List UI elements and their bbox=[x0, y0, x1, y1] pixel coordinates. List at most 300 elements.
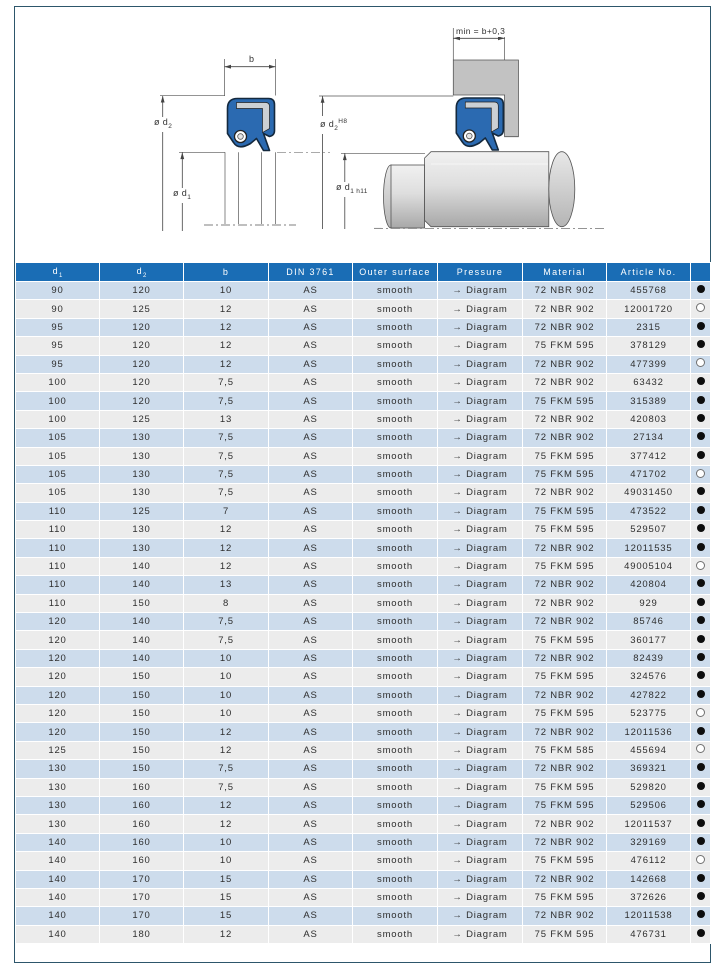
table-cell: smooth bbox=[353, 466, 437, 483]
table-cell: smooth bbox=[353, 742, 437, 759]
table-row bbox=[16, 815, 710, 832]
availability-cell bbox=[691, 834, 710, 851]
table-cell: 12 bbox=[184, 797, 268, 814]
table-cell: smooth bbox=[353, 448, 437, 465]
table-cell: 130 bbox=[100, 466, 183, 483]
table-cell: 142668 bbox=[607, 871, 690, 888]
table-cell: smooth bbox=[353, 871, 437, 888]
table-cell: 75 FKM 585 bbox=[523, 742, 606, 759]
availability-cell bbox=[691, 374, 710, 391]
table-header-row bbox=[16, 263, 710, 281]
table-cell: 125 bbox=[100, 300, 183, 317]
filled-circle-icon bbox=[697, 414, 705, 422]
table-cell: 72 NBR 902 bbox=[523, 576, 606, 593]
table-cell: → Diagram bbox=[438, 337, 522, 354]
table-row bbox=[16, 705, 710, 722]
filled-circle-icon bbox=[697, 487, 705, 495]
table-cell: 10 bbox=[184, 852, 268, 869]
table-cell: 150 bbox=[100, 668, 183, 685]
table-cell: 75 FKM 595 bbox=[523, 521, 606, 538]
table-cell: 12011538 bbox=[607, 907, 690, 924]
table-cell: → Diagram bbox=[438, 576, 522, 593]
table-cell: AS bbox=[269, 797, 352, 814]
table-cell: smooth bbox=[353, 779, 437, 796]
table-cell: 140 bbox=[16, 852, 99, 869]
availability-cell bbox=[691, 282, 710, 299]
open-circle-icon bbox=[696, 358, 705, 367]
table-cell: 105 bbox=[16, 484, 99, 501]
table-cell: AS bbox=[269, 650, 352, 667]
table-cell: smooth bbox=[353, 797, 437, 814]
table-row bbox=[16, 650, 710, 667]
table-cell: AS bbox=[269, 392, 352, 409]
table-cell: 160 bbox=[100, 797, 183, 814]
table-cell: 100 bbox=[16, 374, 99, 391]
table-cell: 377412 bbox=[607, 448, 690, 465]
table-cell: 95 bbox=[16, 356, 99, 373]
table-cell: 63432 bbox=[607, 374, 690, 391]
table-cell: 7,5 bbox=[184, 374, 268, 391]
table-cell: 160 bbox=[100, 834, 183, 851]
table-cell: 12 bbox=[184, 723, 268, 740]
table-cell: → Diagram bbox=[438, 595, 522, 612]
table-cell: smooth bbox=[353, 668, 437, 685]
table-cell: 12011536 bbox=[607, 723, 690, 740]
column-header: Article No. bbox=[607, 263, 690, 281]
table-cell: → Diagram bbox=[438, 889, 522, 906]
table-cell: 130 bbox=[100, 484, 183, 501]
table-row bbox=[16, 429, 710, 446]
availability-cell bbox=[691, 742, 710, 759]
table-row bbox=[16, 742, 710, 759]
table-cell: 420803 bbox=[607, 411, 690, 428]
dim-label-min-b: min = b+0,3 bbox=[456, 26, 506, 36]
availability-cell bbox=[691, 723, 710, 740]
dim-label-d2: ø $d_2$ bbox=[154, 117, 173, 130]
table-row bbox=[16, 926, 710, 943]
table-cell: 82439 bbox=[607, 650, 690, 667]
table-cell: AS bbox=[269, 466, 352, 483]
table-cell: 75 FKM 595 bbox=[523, 503, 606, 520]
table-cell: 72 NBR 902 bbox=[523, 687, 606, 704]
availability-cell bbox=[691, 466, 710, 483]
table-cell: 75 FKM 595 bbox=[523, 631, 606, 648]
table-row bbox=[16, 797, 710, 814]
table-cell: 72 NBR 902 bbox=[523, 539, 606, 556]
table-cell: → Diagram bbox=[438, 282, 522, 299]
table-cell: 10 bbox=[184, 834, 268, 851]
table-cell: 110 bbox=[16, 595, 99, 612]
table-cell: 7,5 bbox=[184, 779, 268, 796]
availability-cell bbox=[691, 631, 710, 648]
availability-cell bbox=[691, 687, 710, 704]
table-cell: 150 bbox=[100, 687, 183, 704]
table-cell: 10 bbox=[184, 687, 268, 704]
table-cell: 12 bbox=[184, 742, 268, 759]
availability-cell bbox=[691, 448, 710, 465]
table-cell: AS bbox=[269, 448, 352, 465]
table-cell: 75 FKM 595 bbox=[523, 926, 606, 943]
table-cell: 72 NBR 902 bbox=[523, 319, 606, 336]
table-cell: → Diagram bbox=[438, 521, 522, 538]
filled-circle-icon bbox=[697, 929, 705, 937]
table-cell: 72 NBR 902 bbox=[523, 815, 606, 832]
table-cell: 180 bbox=[100, 926, 183, 943]
table-row bbox=[16, 907, 710, 924]
table-cell: 150 bbox=[100, 705, 183, 722]
table-cell: smooth bbox=[353, 631, 437, 648]
table-cell: 85746 bbox=[607, 613, 690, 630]
table-cell: smooth bbox=[353, 337, 437, 354]
table-cell: → Diagram bbox=[438, 613, 522, 630]
table-cell: 75 FKM 595 bbox=[523, 392, 606, 409]
availability-cell bbox=[691, 779, 710, 796]
table-cell: → Diagram bbox=[438, 871, 522, 888]
filled-circle-icon bbox=[697, 800, 705, 808]
table-cell: 372626 bbox=[607, 889, 690, 906]
table-cell: 7,5 bbox=[184, 760, 268, 777]
table-cell: → Diagram bbox=[438, 558, 522, 575]
table-cell: 120 bbox=[100, 319, 183, 336]
availability-cell bbox=[691, 852, 710, 869]
availability-cell bbox=[691, 484, 710, 501]
table-cell: 12 bbox=[184, 539, 268, 556]
table-cell: AS bbox=[269, 521, 352, 538]
table-cell: 75 FKM 595 bbox=[523, 337, 606, 354]
table-cell: 110 bbox=[16, 576, 99, 593]
table-cell: AS bbox=[269, 576, 352, 593]
table-cell: AS bbox=[269, 668, 352, 685]
open-circle-icon bbox=[696, 561, 705, 570]
availability-cell bbox=[691, 392, 710, 409]
availability-cell bbox=[691, 797, 710, 814]
table-cell: → Diagram bbox=[438, 484, 522, 501]
table-cell: 529507 bbox=[607, 521, 690, 538]
table-cell: smooth bbox=[353, 815, 437, 832]
table-cell: 120 bbox=[100, 356, 183, 373]
table-cell: 75 FKM 595 bbox=[523, 852, 606, 869]
table-cell: 7 bbox=[184, 503, 268, 520]
table-cell: 369321 bbox=[607, 760, 690, 777]
table-cell: → Diagram bbox=[438, 650, 522, 667]
table-cell: → Diagram bbox=[438, 503, 522, 520]
table-cell: 140 bbox=[16, 834, 99, 851]
table-row bbox=[16, 760, 710, 777]
table-row bbox=[16, 613, 710, 630]
table-cell: smooth bbox=[353, 521, 437, 538]
table-cell: 130 bbox=[16, 779, 99, 796]
table-cell: → Diagram bbox=[438, 687, 522, 704]
table-cell: AS bbox=[269, 356, 352, 373]
table-cell: 7,5 bbox=[184, 466, 268, 483]
filled-circle-icon bbox=[697, 763, 705, 771]
table-row bbox=[16, 834, 710, 851]
table-cell: 27134 bbox=[607, 429, 690, 446]
filled-circle-icon bbox=[697, 543, 705, 551]
filled-circle-icon bbox=[697, 874, 705, 882]
table-cell: 90 bbox=[16, 282, 99, 299]
dim-label-d1-h11: ø $d_1$ $_{h11}$ bbox=[336, 182, 368, 195]
availability-cell bbox=[691, 539, 710, 556]
availability-cell bbox=[691, 503, 710, 520]
seal-drawings-svg bbox=[14, 6, 711, 256]
table-cell: AS bbox=[269, 871, 352, 888]
table-cell: 427822 bbox=[607, 687, 690, 704]
table-cell: 75 FKM 595 bbox=[523, 705, 606, 722]
table-cell: AS bbox=[269, 852, 352, 869]
table-cell: 130 bbox=[16, 797, 99, 814]
table-cell: smooth bbox=[353, 687, 437, 704]
table-cell: 471702 bbox=[607, 466, 690, 483]
table-cell: smooth bbox=[353, 282, 437, 299]
table-cell: 7,5 bbox=[184, 631, 268, 648]
table-cell: 420804 bbox=[607, 576, 690, 593]
table-cell: smooth bbox=[353, 760, 437, 777]
table-row bbox=[16, 558, 710, 575]
column-header bbox=[691, 263, 710, 281]
availability-cell bbox=[691, 926, 710, 943]
table-cell: AS bbox=[269, 742, 352, 759]
table-cell: 72 NBR 902 bbox=[523, 595, 606, 612]
table-cell: 150 bbox=[100, 723, 183, 740]
table-row bbox=[16, 723, 710, 740]
table-cell: 100 bbox=[16, 392, 99, 409]
table-cell: smooth bbox=[353, 539, 437, 556]
filled-circle-icon bbox=[697, 377, 705, 385]
table-cell: 12 bbox=[184, 300, 268, 317]
table-cell: AS bbox=[269, 907, 352, 924]
table-row bbox=[16, 356, 710, 373]
dim-label-d2-h8: ø $d_2^{H8}$ bbox=[320, 118, 348, 132]
table-cell: → Diagram bbox=[438, 779, 522, 796]
availability-cell bbox=[691, 411, 710, 428]
table-cell: smooth bbox=[353, 613, 437, 630]
table-cell: 130 bbox=[100, 429, 183, 446]
table-cell: 160 bbox=[100, 779, 183, 796]
column-header: DIN 3761 bbox=[269, 263, 352, 281]
table-cell: 105 bbox=[16, 448, 99, 465]
table-cell: AS bbox=[269, 815, 352, 832]
table-cell: 7,5 bbox=[184, 613, 268, 630]
table-cell: 75 FKM 595 bbox=[523, 558, 606, 575]
filled-circle-icon bbox=[697, 635, 705, 643]
table-row bbox=[16, 871, 710, 888]
table-cell: 110 bbox=[16, 539, 99, 556]
table-cell: 120 bbox=[100, 282, 183, 299]
table-cell: 72 NBR 902 bbox=[523, 760, 606, 777]
table-cell: 476112 bbox=[607, 852, 690, 869]
column-header: Material bbox=[523, 263, 606, 281]
table-cell: 72 NBR 902 bbox=[523, 300, 606, 317]
table-cell: smooth bbox=[353, 650, 437, 667]
availability-cell bbox=[691, 558, 710, 575]
table-cell: 120 bbox=[100, 374, 183, 391]
table-cell: 140 bbox=[16, 871, 99, 888]
dim-label-d1: ø $d_1$ bbox=[173, 188, 192, 201]
table-cell: 360177 bbox=[607, 631, 690, 648]
filled-circle-icon bbox=[697, 892, 705, 900]
table-cell: AS bbox=[269, 282, 352, 299]
table-cell: → Diagram bbox=[438, 374, 522, 391]
table-cell: smooth bbox=[353, 834, 437, 851]
open-circle-icon bbox=[696, 469, 705, 478]
availability-cell bbox=[691, 705, 710, 722]
table-cell: 473522 bbox=[607, 503, 690, 520]
table-cell: 12 bbox=[184, 926, 268, 943]
table-row bbox=[16, 521, 710, 538]
table-cell: 15 bbox=[184, 907, 268, 924]
filled-circle-icon bbox=[697, 598, 705, 606]
column-header: $d_1$ bbox=[16, 263, 99, 281]
table-cell: → Diagram bbox=[438, 448, 522, 465]
table-cell: 72 NBR 902 bbox=[523, 282, 606, 299]
table-cell: smooth bbox=[353, 926, 437, 943]
table-cell: 7,5 bbox=[184, 448, 268, 465]
filled-circle-icon bbox=[697, 910, 705, 918]
table-cell: 120 bbox=[16, 723, 99, 740]
availability-cell bbox=[691, 521, 710, 538]
table-row bbox=[16, 668, 710, 685]
table-cell: 378129 bbox=[607, 337, 690, 354]
availability-cell bbox=[691, 760, 710, 777]
table-cell: 150 bbox=[100, 760, 183, 777]
table-cell: 130 bbox=[100, 539, 183, 556]
table-cell: smooth bbox=[353, 300, 437, 317]
table-cell: 140 bbox=[100, 613, 183, 630]
table-cell: → Diagram bbox=[438, 760, 522, 777]
spec-table-container bbox=[15, 262, 711, 944]
table-cell: smooth bbox=[353, 503, 437, 520]
table-cell: 476731 bbox=[607, 926, 690, 943]
filled-circle-icon bbox=[697, 653, 705, 661]
table-cell: 72 NBR 902 bbox=[523, 429, 606, 446]
table-cell: smooth bbox=[353, 374, 437, 391]
table-row bbox=[16, 539, 710, 556]
table-cell: 72 NBR 902 bbox=[523, 356, 606, 373]
table-cell: AS bbox=[269, 429, 352, 446]
column-header: b bbox=[184, 263, 268, 281]
table-cell: 12 bbox=[184, 319, 268, 336]
table-cell: 10 bbox=[184, 705, 268, 722]
table-row bbox=[16, 392, 710, 409]
table-cell: 95 bbox=[16, 337, 99, 354]
availability-cell bbox=[691, 815, 710, 832]
table-cell: → Diagram bbox=[438, 631, 522, 648]
table-cell: 75 FKM 595 bbox=[523, 448, 606, 465]
availability-cell bbox=[691, 668, 710, 685]
table-cell: → Diagram bbox=[438, 668, 522, 685]
table-cell: → Diagram bbox=[438, 705, 522, 722]
availability-cell bbox=[691, 907, 710, 924]
table-cell: 170 bbox=[100, 889, 183, 906]
filled-circle-icon bbox=[697, 506, 705, 514]
table-cell: smooth bbox=[353, 907, 437, 924]
table-cell: 72 NBR 902 bbox=[523, 723, 606, 740]
filled-circle-icon bbox=[697, 782, 705, 790]
table-cell: 12011535 bbox=[607, 539, 690, 556]
table-cell: → Diagram bbox=[438, 466, 522, 483]
table-cell: smooth bbox=[353, 705, 437, 722]
column-header: Pressure bbox=[438, 263, 522, 281]
availability-cell bbox=[691, 613, 710, 630]
table-cell: 120 bbox=[16, 613, 99, 630]
table-row bbox=[16, 337, 710, 354]
table-cell: 110 bbox=[16, 558, 99, 575]
table-cell: smooth bbox=[353, 356, 437, 373]
table-cell: AS bbox=[269, 503, 352, 520]
table-cell: AS bbox=[269, 723, 352, 740]
table-cell: 15 bbox=[184, 889, 268, 906]
table-cell: 72 NBR 902 bbox=[523, 650, 606, 667]
table-row bbox=[16, 631, 710, 648]
table-cell: 140 bbox=[16, 907, 99, 924]
table-cell: AS bbox=[269, 337, 352, 354]
table-cell: 12 bbox=[184, 558, 268, 575]
table-cell: 140 bbox=[100, 558, 183, 575]
table-cell: 170 bbox=[100, 907, 183, 924]
table-row bbox=[16, 300, 710, 317]
table-cell: 13 bbox=[184, 576, 268, 593]
table-cell: 72 NBR 902 bbox=[523, 411, 606, 428]
table-cell: 12 bbox=[184, 521, 268, 538]
table-cell: 110 bbox=[16, 503, 99, 520]
table-cell: → Diagram bbox=[438, 539, 522, 556]
table-cell: 10 bbox=[184, 668, 268, 685]
table-cell: 13 bbox=[184, 411, 268, 428]
filled-circle-icon bbox=[697, 579, 705, 587]
column-header: $d_2$ bbox=[100, 263, 183, 281]
table-cell: 8 bbox=[184, 595, 268, 612]
table-cell: 130 bbox=[100, 521, 183, 538]
table-cell: → Diagram bbox=[438, 852, 522, 869]
table-cell: 170 bbox=[100, 871, 183, 888]
availability-cell bbox=[691, 356, 710, 373]
table-cell: 75 FKM 595 bbox=[523, 889, 606, 906]
table-cell: 140 bbox=[100, 650, 183, 667]
table-cell: 529820 bbox=[607, 779, 690, 796]
table-cell: AS bbox=[269, 889, 352, 906]
table-cell: 12 bbox=[184, 815, 268, 832]
table-cell: 12001720 bbox=[607, 300, 690, 317]
table-cell: smooth bbox=[353, 558, 437, 575]
table-cell: → Diagram bbox=[438, 723, 522, 740]
table-cell: 140 bbox=[16, 889, 99, 906]
table-cell: AS bbox=[269, 595, 352, 612]
table-cell: 75 FKM 595 bbox=[523, 797, 606, 814]
table-cell: AS bbox=[269, 760, 352, 777]
table-cell: smooth bbox=[353, 392, 437, 409]
table-cell: 12011537 bbox=[607, 815, 690, 832]
table-row bbox=[16, 576, 710, 593]
open-circle-icon bbox=[696, 744, 705, 753]
table-cell: 7,5 bbox=[184, 429, 268, 446]
table-cell: 125 bbox=[100, 503, 183, 520]
table-cell: 105 bbox=[16, 466, 99, 483]
table-cell: 12 bbox=[184, 356, 268, 373]
table-cell: 100 bbox=[16, 411, 99, 428]
table-cell: 130 bbox=[100, 448, 183, 465]
table-cell: → Diagram bbox=[438, 907, 522, 924]
filled-circle-icon bbox=[697, 285, 705, 293]
table-cell: 72 NBR 902 bbox=[523, 484, 606, 501]
table-cell: smooth bbox=[353, 576, 437, 593]
table-cell: smooth bbox=[353, 723, 437, 740]
table-cell: 324576 bbox=[607, 668, 690, 685]
table-cell: 49005104 bbox=[607, 558, 690, 575]
table-cell: AS bbox=[269, 319, 352, 336]
table-cell: → Diagram bbox=[438, 411, 522, 428]
filled-circle-icon bbox=[697, 396, 705, 404]
